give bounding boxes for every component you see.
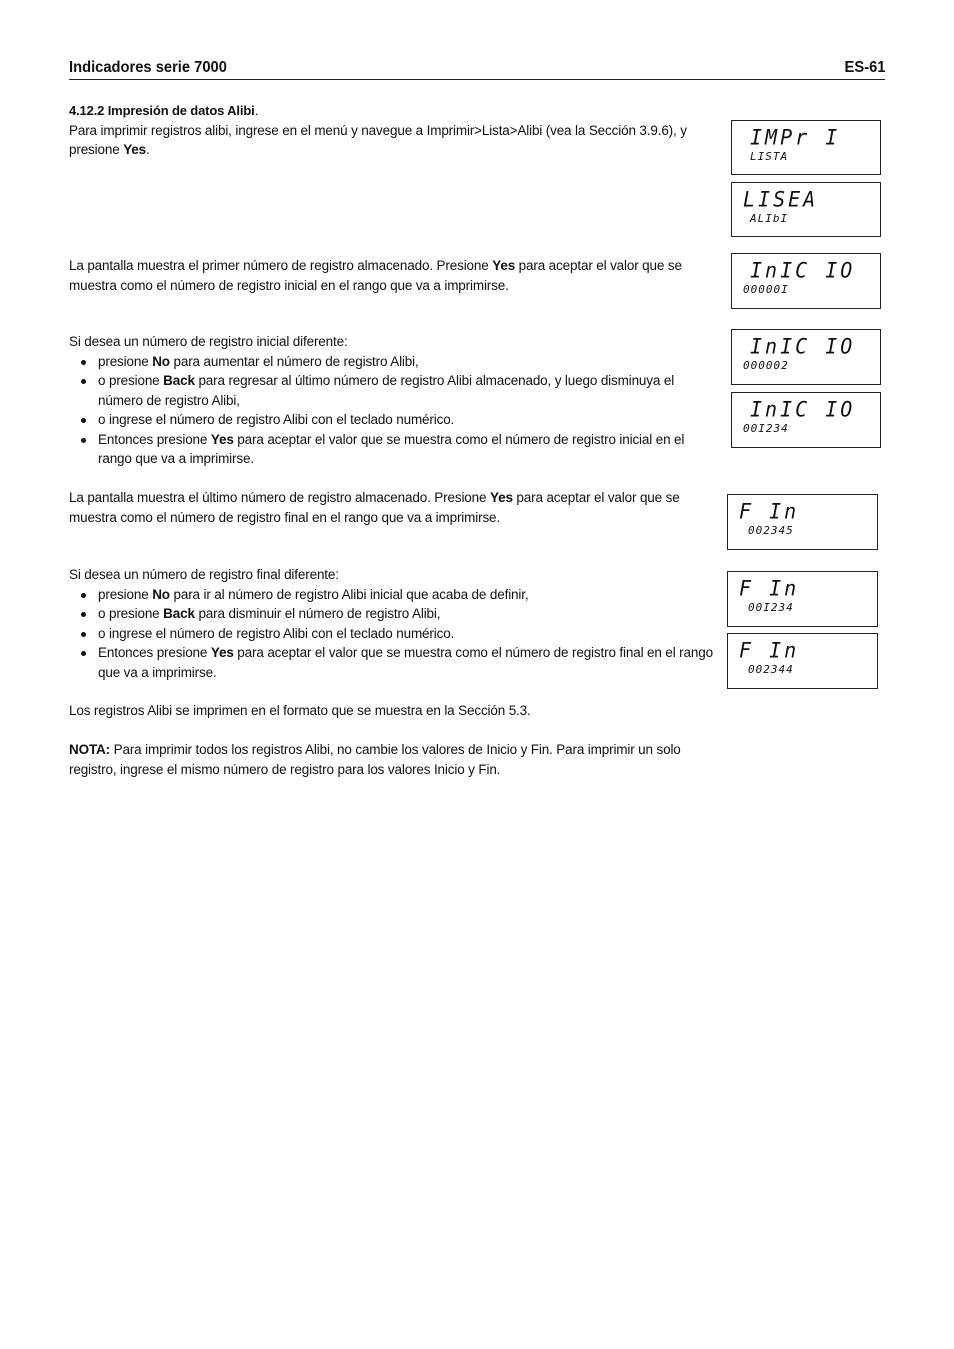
section-heading: 4.12.2 Impresión de datos Alibi xyxy=(69,103,255,118)
end-options xyxy=(69,565,713,682)
list-item: o ingrese el número de registro Alibi con el teclado numérico. xyxy=(98,624,713,644)
page-header xyxy=(69,58,885,80)
lcd-display-inicio-1 xyxy=(731,253,881,309)
list-item: o presione Back para regresar al último número de registro Alibi almacenado, y luego disminuya el número de registro Alibi, xyxy=(98,371,713,410)
lcd-sub-text: 00I234 xyxy=(748,601,794,614)
lcd-main-text: InIC IO xyxy=(750,257,856,283)
lcd-sub-text: ALIbI xyxy=(750,212,789,225)
lcd-sub-text: 002345 xyxy=(748,524,794,537)
start-option-list xyxy=(69,352,713,469)
lcd-sub-text: 00I234 xyxy=(743,422,789,435)
document-title: Indicadores serie 7000 xyxy=(69,59,227,76)
lcd-main-text: IMPr I xyxy=(750,124,841,150)
nota-label: NOTA: xyxy=(69,742,110,757)
key-yes: Yes xyxy=(490,490,513,505)
lcd-sub-text: 00000I xyxy=(743,283,789,296)
start-lead: Si desea un número de registro inicial diferente: xyxy=(69,334,348,349)
key-yes: Yes xyxy=(123,142,147,157)
lcd-display-imprimir xyxy=(731,120,881,175)
last-record-paragraph: La pantalla muestra el último número de registro almacenado. Presione Yes para aceptar el valor que se muestra como el número de registro final en el rango que va a imprimirse. xyxy=(69,490,680,525)
nota-paragraph: NOTA: Para imprimir todos los registros Alibi, no cambie los valores de Inicio y Fin. Para imprimir un solo registro, ingrese el mismo número de registro para los valores Inicio y Fin. xyxy=(69,742,681,777)
list-item: o presione Back para disminuir el número de registro Alibi, xyxy=(98,604,713,624)
start-options xyxy=(69,332,713,469)
list-item: presione No para aumentar el número de registro Alibi, xyxy=(98,352,713,372)
intro-paragraph: 4.12.2 Impresión de datos Alibi. Para imprimir registros alibi, ingrese en el menú y navegue a Imprimir>Lista>Alibi (vea la Sección 3.9.6), y presione Yes. xyxy=(69,103,687,157)
lcd-display-inicio-2 xyxy=(731,329,881,385)
lcd-display-lista xyxy=(731,182,881,237)
list-item: o ingrese el número de registro Alibi con el teclado numérico. xyxy=(98,410,713,430)
key-yes: Yes xyxy=(492,258,516,273)
lcd-display-fin-3 xyxy=(727,633,878,689)
lcd-main-text: InIC IO xyxy=(750,396,856,422)
lcd-sub-text: 002344 xyxy=(748,663,794,676)
first-record-paragraph: La pantalla muestra el primer número de registro almacenado. Presione Yes para aceptar el valor que se muestra como el número de registro inicial en el rango que va a imprimirse. xyxy=(69,258,682,293)
list-item: presione No para ir al número de registro Alibi inicial que acaba de definir, xyxy=(98,585,713,605)
lcd-sub-text: LISTA xyxy=(750,150,789,163)
lcd-display-fin-1 xyxy=(727,494,878,550)
lcd-main-text: F In xyxy=(739,498,800,524)
lcd-sub-text: 000002 xyxy=(743,359,789,372)
lcd-main-text: F In xyxy=(739,575,800,601)
lcd-main-text: LISEA xyxy=(743,186,819,212)
list-item: Entonces presione Yes para aceptar el valor que se muestra como el número de registro inicial en el rango que va a imprimirse. xyxy=(98,430,713,469)
format-note: Los registros Alibi se imprimen en el formato que se muestra en la Sección 5.3. xyxy=(69,703,531,718)
end-lead: Si desea un número de registro final diferente: xyxy=(69,567,339,582)
lcd-display-inicio-1234 xyxy=(731,392,881,448)
page-number: ES-61 xyxy=(844,59,885,76)
end-option-list xyxy=(69,585,713,683)
list-item: Entonces presione Yes para aceptar el valor que se muestra como el número de registro final en el rango que va a imprimirse. xyxy=(98,643,713,682)
lcd-main-text: F In xyxy=(739,637,800,663)
lcd-main-text: InIC IO xyxy=(750,333,856,359)
lcd-display-fin-2 xyxy=(727,571,878,627)
